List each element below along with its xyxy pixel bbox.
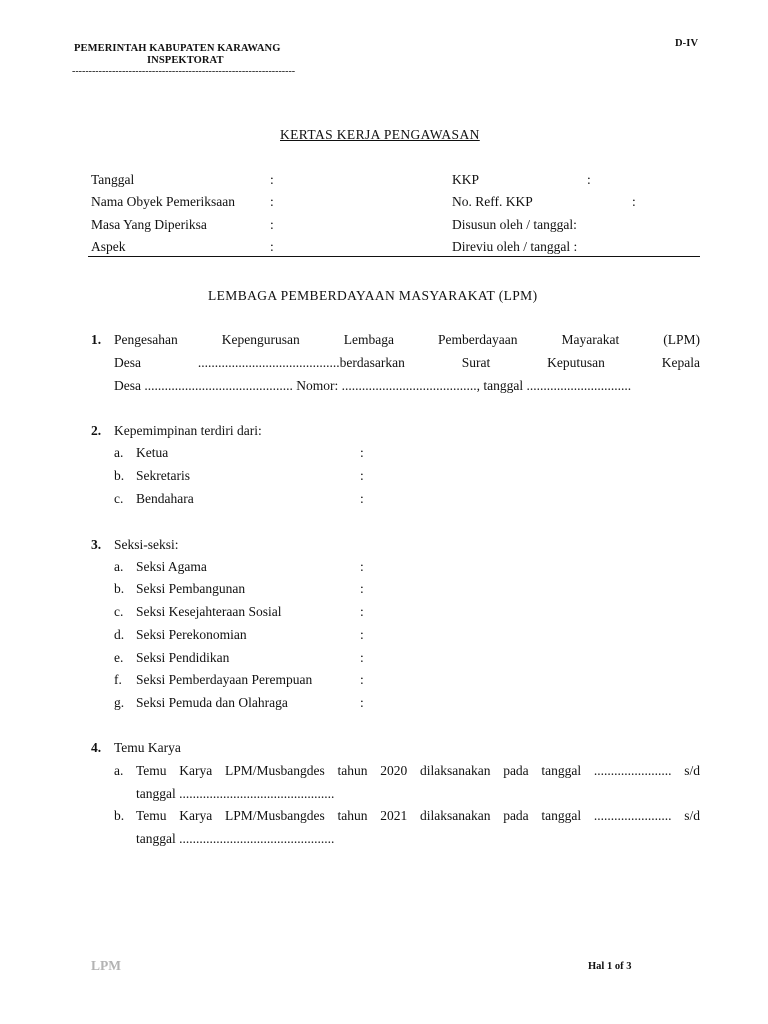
form-code: D-IV bbox=[675, 38, 699, 49]
word: tanggal bbox=[541, 808, 582, 823]
item-letter: c. bbox=[114, 491, 124, 506]
info-sep: : bbox=[270, 194, 274, 209]
word: LPM/Musbangdes bbox=[225, 808, 325, 823]
info-sep: : bbox=[587, 172, 591, 187]
info-label-disusun: Disusun oleh / tanggal: bbox=[452, 217, 577, 232]
word: Kepengurusan bbox=[221, 332, 300, 347]
s4a-cont: tanggal .............................................. bbox=[136, 786, 335, 801]
word: Temu bbox=[136, 808, 167, 823]
info-label-masa: Masa Yang Diperiksa bbox=[91, 217, 207, 232]
item-sep: : bbox=[360, 581, 364, 596]
item-sep: : bbox=[360, 627, 364, 642]
word: tahun bbox=[337, 808, 368, 823]
word: s/d bbox=[684, 808, 701, 823]
section-number: 1. bbox=[91, 332, 102, 347]
word: ....................... bbox=[593, 763, 672, 778]
item-label: Bendahara bbox=[136, 491, 194, 506]
item-letter: b. bbox=[114, 468, 125, 483]
item-label: Seksi Pembangunan bbox=[136, 581, 246, 596]
item-label: Sekretaris bbox=[136, 468, 190, 483]
item-label: Seksi Perekonomian bbox=[136, 627, 247, 642]
word: Kepala bbox=[661, 355, 701, 370]
section-number: 4. bbox=[91, 740, 102, 755]
item-label: Seksi Kesejahteraan Sosial bbox=[136, 604, 282, 619]
item-letter: f. bbox=[114, 672, 122, 687]
word: pada bbox=[503, 763, 529, 778]
s1-line3: Desa ............................................ Nomor: ........................................, tanggal ............................... bbox=[114, 378, 632, 393]
s4b-line bbox=[136, 808, 700, 824]
word: pada bbox=[503, 808, 529, 823]
word: ....................... bbox=[593, 808, 672, 823]
word: dilaksanakan bbox=[419, 808, 491, 823]
item-letter: a. bbox=[114, 445, 124, 460]
word: Pemberdayaan bbox=[438, 332, 518, 347]
header-dashes: ------------------------------------------------------------------- bbox=[72, 66, 296, 77]
word: 2020 bbox=[380, 763, 408, 778]
info-label-reff: No. Reff. KKP bbox=[452, 194, 533, 209]
info-divider bbox=[88, 256, 700, 257]
info-sep: : bbox=[632, 194, 636, 209]
section-subtitle: LEMBAGA PEMBERDAYAAN MASYARAKAT (LPM) bbox=[208, 288, 538, 303]
item-sep: : bbox=[360, 445, 364, 460]
item-letter: b. bbox=[114, 808, 125, 823]
word: Lembaga bbox=[343, 332, 395, 347]
word: tahun bbox=[337, 763, 368, 778]
word: 2021 bbox=[380, 808, 408, 823]
item-letter: a. bbox=[114, 559, 124, 574]
info-label-direviu: Direviu oleh / tanggal : bbox=[452, 239, 578, 254]
info-label-tanggal: Tanggal bbox=[91, 172, 135, 187]
item-label: Seksi Pemuda dan Olahraga bbox=[136, 695, 288, 710]
word: tanggal bbox=[541, 763, 582, 778]
item-sep: : bbox=[360, 559, 364, 574]
word: Desa bbox=[114, 355, 141, 370]
s4b-cont: tanggal .............................................. bbox=[136, 831, 335, 846]
item-label: Seksi Pendidikan bbox=[136, 650, 230, 665]
section-number: 3. bbox=[91, 537, 102, 552]
s1-line2 bbox=[114, 355, 700, 371]
s4a-line bbox=[136, 763, 700, 779]
section-number: 2. bbox=[91, 423, 102, 438]
footer-label: LPM bbox=[91, 958, 121, 973]
item-letter: a. bbox=[114, 763, 124, 778]
word: dilaksanakan bbox=[419, 763, 491, 778]
s1-line1 bbox=[114, 332, 700, 348]
section-title: Seksi-seksi: bbox=[114, 537, 179, 552]
word: LPM/Musbangdes bbox=[225, 763, 325, 778]
item-sep: : bbox=[360, 468, 364, 483]
page-number: Hal 1 of 3 bbox=[588, 961, 632, 972]
item-label: Seksi Agama bbox=[136, 559, 207, 574]
item-letter: g. bbox=[114, 695, 125, 710]
info-sep: : bbox=[270, 172, 274, 187]
item-letter: b. bbox=[114, 581, 125, 596]
word: Temu bbox=[136, 763, 167, 778]
item-letter: d. bbox=[114, 627, 125, 642]
item-label: Ketua bbox=[136, 445, 169, 460]
org-name: PEMERINTAH KABUPATEN KARAWANG bbox=[74, 43, 281, 54]
org-unit: INSPEKTORAT bbox=[147, 55, 224, 66]
word: Pengesahan bbox=[114, 332, 178, 347]
info-sep: : bbox=[270, 217, 274, 232]
item-letter: e. bbox=[114, 650, 124, 665]
word: s/d bbox=[684, 763, 701, 778]
word: Mayarakat bbox=[561, 332, 620, 347]
word: (LPM) bbox=[663, 332, 701, 347]
item-sep: : bbox=[360, 672, 364, 687]
info-sep: : bbox=[270, 239, 274, 254]
word: Karya bbox=[179, 808, 213, 823]
info-label-aspek: Aspek bbox=[91, 239, 126, 254]
item-sep: : bbox=[360, 695, 364, 710]
section-title: Temu Karya bbox=[114, 740, 181, 755]
item-sep: : bbox=[360, 491, 364, 506]
section-title: Kepemimpinan terdiri dari: bbox=[114, 423, 262, 438]
item-sep: : bbox=[360, 604, 364, 619]
word: ..........................................berdasarkan bbox=[197, 355, 405, 370]
word: Karya bbox=[179, 763, 213, 778]
document-title: KERTAS KERJA PENGAWASAN bbox=[280, 127, 480, 142]
item-label: Seksi Pemberdayaan Perempuan bbox=[136, 672, 313, 687]
item-sep: : bbox=[360, 650, 364, 665]
info-label-kkp: KKP bbox=[452, 172, 480, 187]
word: Surat bbox=[461, 355, 491, 370]
item-letter: c. bbox=[114, 604, 124, 619]
info-label-obyek: Nama Obyek Pemeriksaan bbox=[91, 194, 235, 209]
word: Keputusan bbox=[547, 355, 605, 370]
